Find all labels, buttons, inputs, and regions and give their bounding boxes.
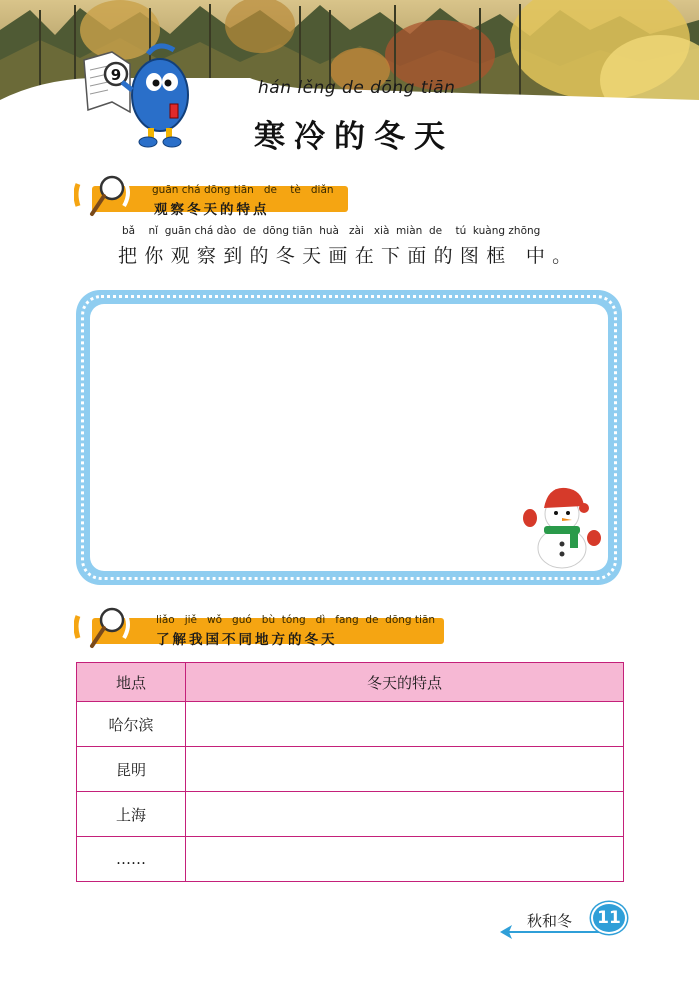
- table-row: [77, 702, 624, 747]
- feature-cell[interactable]: [186, 792, 624, 837]
- instruction-pinyin: bǎ nǐ guān chá dào de dōng tiān huà zài xià miàn de tú kuàng zhōng: [122, 225, 541, 237]
- section-title: 了解我国不同地方的冬天: [156, 632, 338, 648]
- page-number: 11: [591, 902, 627, 934]
- feature-cell[interactable]: [186, 747, 624, 792]
- table-row: [77, 747, 624, 792]
- place-cell: 哈尔滨: [77, 702, 186, 747]
- place-cell: 昆明: [77, 747, 186, 792]
- mascot-character: [82, 40, 202, 150]
- section-title: 观察冬天的特点: [154, 202, 270, 218]
- column-header-place: 地点: [77, 663, 186, 702]
- section-title-pinyin: liǎo jiě wǒ guó bù tóng dì fang de dōng tiān: [156, 614, 436, 626]
- feature-cell[interactable]: [186, 837, 624, 882]
- column-header-feature: 冬天的特点: [186, 663, 624, 702]
- section-title-pinyin: guān chá dōng tiān de tè diǎn: [152, 184, 334, 196]
- snowman-icon: [518, 478, 602, 570]
- section-header-observe: [74, 180, 354, 218]
- magnifier-icon: [74, 174, 134, 218]
- place-cell: 上海: [77, 792, 186, 837]
- unit-label: 秋和冬: [527, 912, 573, 930]
- place-cell: ……: [77, 837, 186, 882]
- magnifier-icon: [74, 606, 134, 650]
- table-row: [77, 837, 624, 882]
- table-header-row: [77, 663, 624, 702]
- instruction-text: 把你观察到的冬天画在下面的图框 中。: [118, 245, 579, 267]
- section-header-regions: [74, 612, 454, 646]
- feature-cell[interactable]: [186, 702, 624, 747]
- winter-features-table: [76, 662, 624, 882]
- lesson-number: 9: [110, 66, 122, 84]
- lesson-title-pinyin: hán lěng de dōng tiān: [258, 78, 456, 98]
- table-row: [77, 792, 624, 837]
- lesson-title: 寒冷的冬天: [254, 119, 454, 155]
